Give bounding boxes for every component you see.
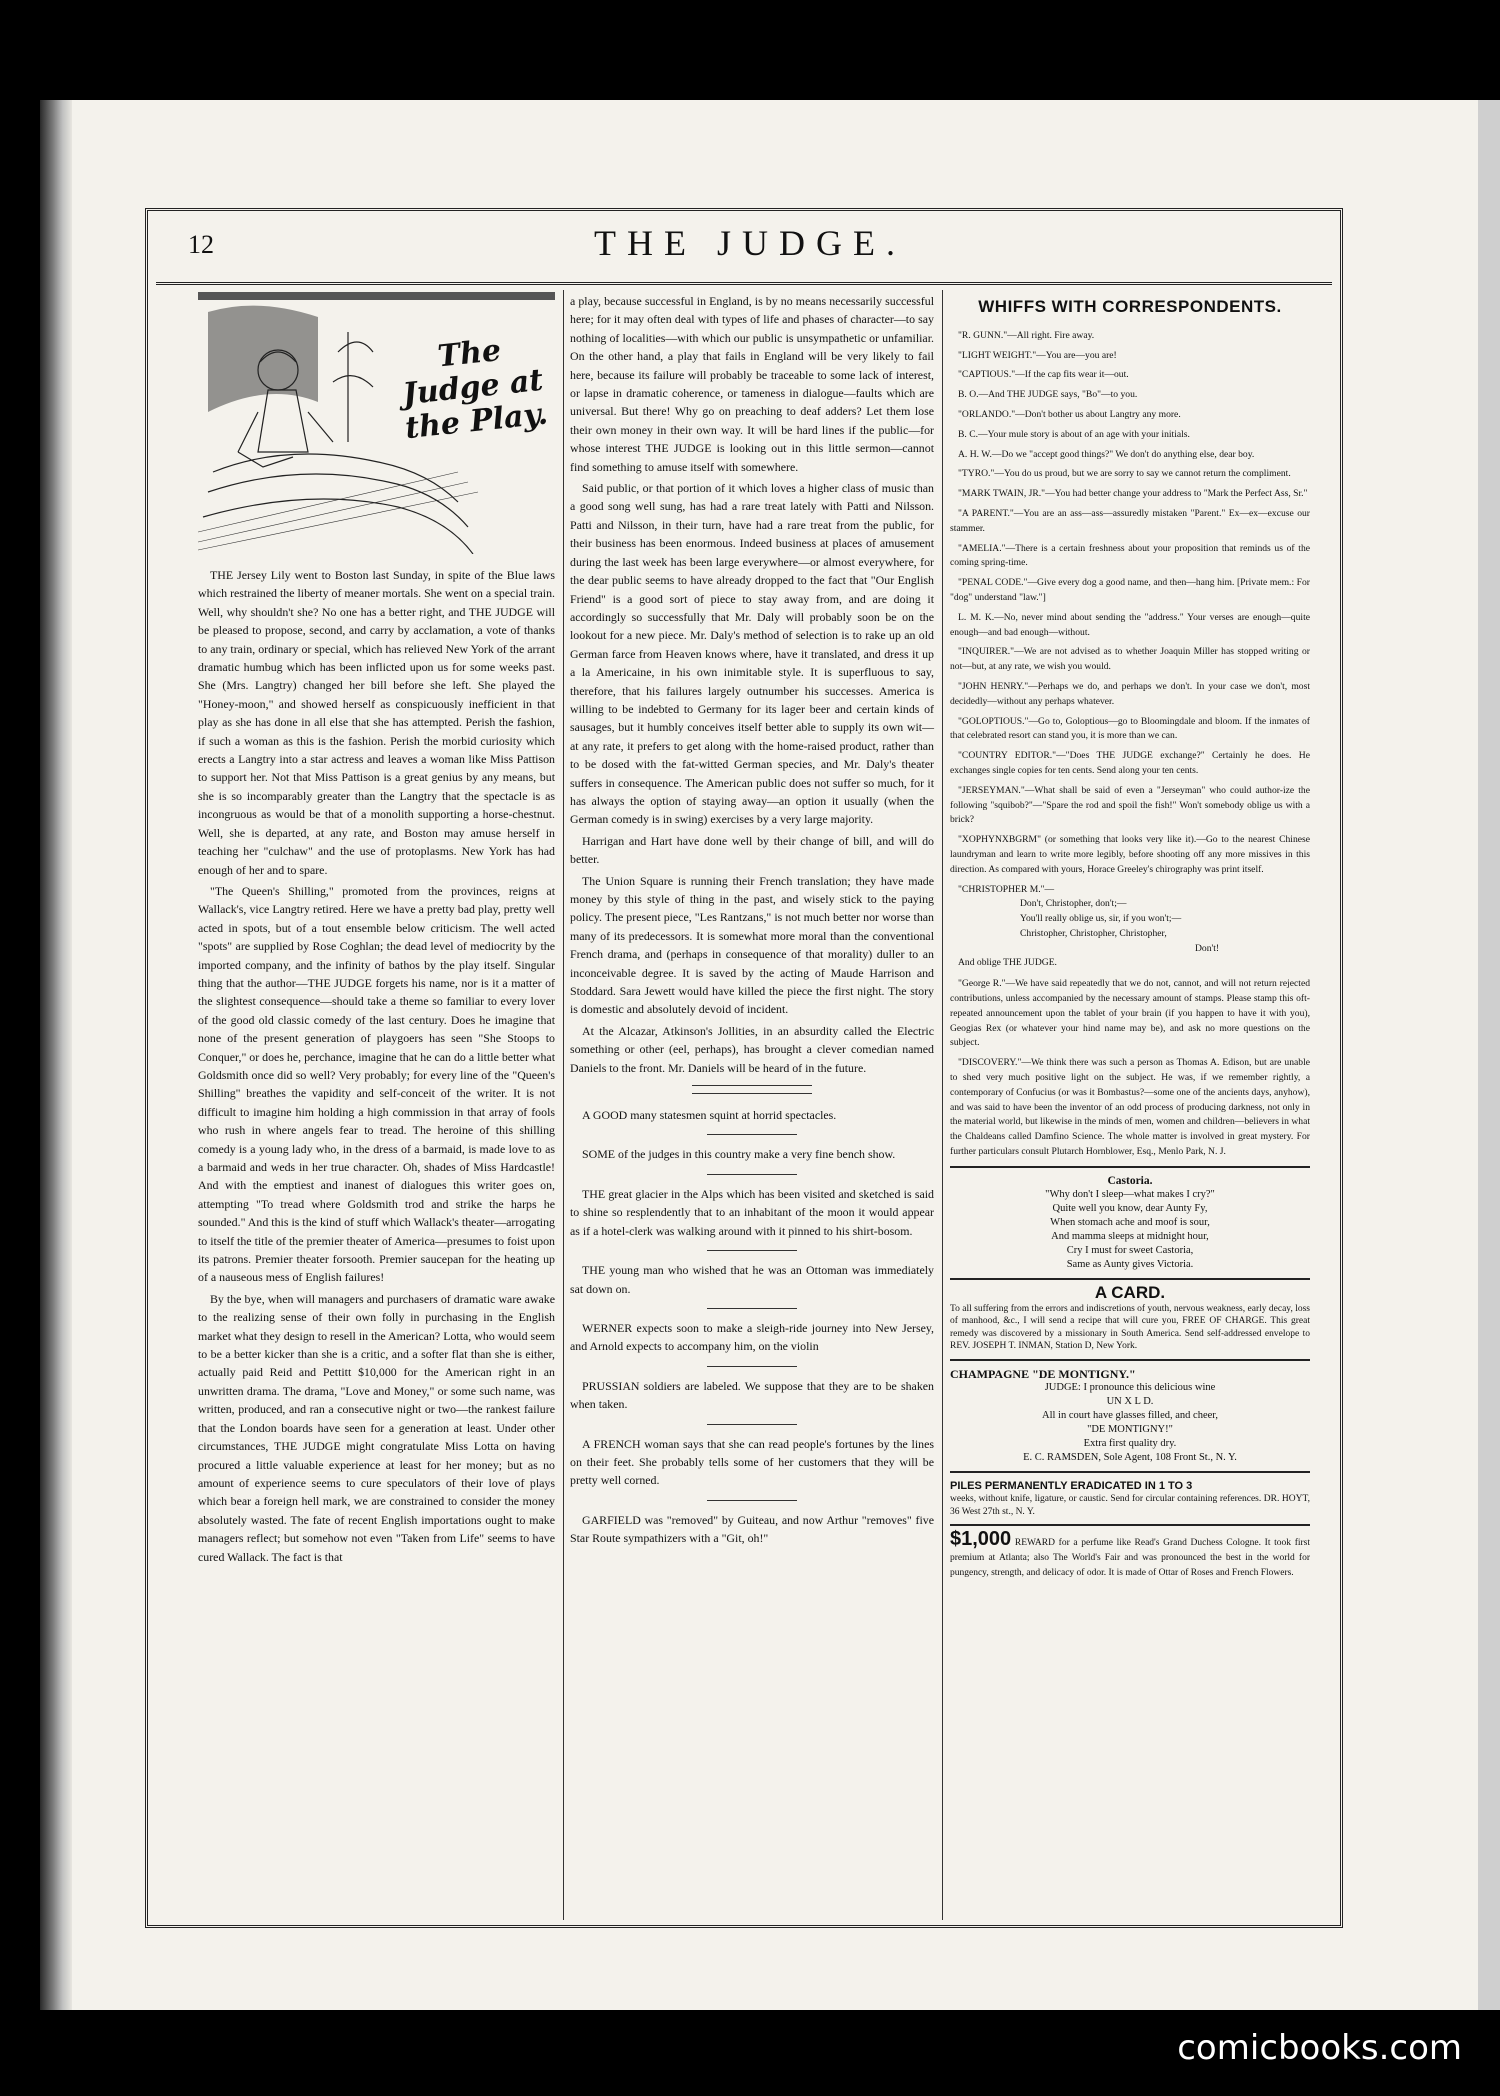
ad-rule [950,1359,1310,1361]
correspondent-reply: B. O.—And THE JUDGE says, "Bo"—to you. [958,389,1138,401]
ad-line: JUDGE: I pronounce this delicious wine [1044,1381,1216,1393]
correspondent-reply: "LIGHT WEIGHT."—You are—you are! [958,349,1117,361]
squib-separator [707,1500,797,1501]
page-edge [1478,100,1500,2010]
correspondent-reply: "R. GUNN."—All right. Fire away. [958,329,1095,341]
card-title: A CARD. [1094,1282,1166,1302]
champagne-ad [950,1367,1310,1465]
ad-line: Cry I must for sweet Castoria, [1066,1244,1194,1256]
card-text: To all suffering from the errors and indiscretions of youth, nervous weakness, early decay, loss of manhood, &c., I will send a recipe that will cure you, FREE OF CHARGE. This great remedy was discovered by a missionary in South America. Send self-addressed envelope to REV. JOSEPH T. INMAN, Station D, New York. [950,1303,1310,1352]
article-paragraph: By the bye, when will managers and purchasers of dramatic ware awake to the realizing sense of their own folly in purchasing in the English market what they design to resell in the American? Lotta, who would seem to be a better kicker than she is a critic, and a softer flat than she is either, actually paid Reid and Pettitt $10,000 for the American right in an unwritten drama. The drama, "Love and Money," or some such name, was written, produced, and ran a consecutive night or two—the rankest failure that the London boards have seen for a generation at least. Under other circumstances, THE JUDGE might congratulate Miss Lotta on having procured a little valuable experience at least for her money; but as no amount of experience seems to cure speculators of their love of plays which bear a foreign hell mark, we are constrained to consider the money absolutely wasted. The fate of recent English importations ought to make managers reflect; but somehow not even "Taken from Life" seems to have cured Wallack. The fact is that [198,1291,555,1564]
article-paragraph: THE Jersey Lily went to Boston last Sunday, in spite of the Blue laws which restrained the liberty of meaner mortals. She went on a special train. Well, why shouldn't she? No one has a better right, and THE JUDGE will be pleased to propose, second, and carry by acclamation, a vote of thanks to any train, ordinary or special, which has relieved New York of the arrant dramatic humbug which has been inflicted upon us for some weeks past. She (Mrs. Langtry) changed her bill before she left. She played the "Honey-moon," and showed herself as conspicuously inefficient in that play as she has done in all else that she has attempted. Perish the fashion, if such a woman as this is the fashion. Perish the morbid curiosity which erects a Langtry into a star actress and leaves a woman like Miss Pattison to support her. Not that Miss Pattison is a great genius by any means, but she is so incomparably greater than the Langtry that the spectacle is as incongruous as would be that of a monolith supporting a horse-chestnut. Well, she is departed, at any rate, and Boston may amuse herself in teaching her "culchaw" and the use of protoplasms. New York has had enough of her and to spare. [198,568,555,877]
squib-paragraph: THE great glacier in the Alps which has been visited and sketched is said to shine so resplendently that to an inhabitant of the moon it would appear as if a hotel-clerk was walking around with it pinned to his shirt-bosom. [570,1186,934,1238]
squib-paragraph: WERNER expects soon to make a sleigh-ride journey into New Jersey, and Arnold expects to accompany him, on the violin [570,1320,934,1354]
squib-paragraph: GARFIELD was "removed" by Guiteau, and now Arthur "removes" five Star Route sympathizers with a "Git, oh!" [570,1512,934,1546]
column-3 [950,292,1310,1581]
ad-rule [950,1278,1310,1280]
correspondent-reply: "TYRO."—You do us proud, but we are sorry to say we cannot return the compliment. [958,468,1291,480]
correspondent-reply: L. M. K.—No, never mind about sending the "address." Your verses are enough—quite enough—and bad enough—without. [950,611,1310,638]
column-1 [198,292,555,1569]
column-2 [570,292,934,1551]
correspondents-heading: WHIFFS WITH CORRESPONDENTS. [978,297,1282,316]
page-number: 12 [188,230,214,259]
squib-paragraph: SOME of the judges in this country make a very fine bench show. [582,1147,896,1162]
correspondent-reply: "CAPTIOUS."—If the cap fits wear it—out. [958,369,1129,381]
squib-paragraph: A GOOD many statesmen squint at horrid spectacles. [582,1108,837,1123]
castoria-title: Castoria. [1107,1174,1153,1187]
ad-line: All in court have glasses filled, and cheer, [1042,1409,1218,1421]
site-watermark: comicbooks.com [1177,2028,1462,2068]
article-paragraph: Said public, or that portion of it which loves a higher class of music than a good song well sung, has had a rare treat lately with Patti and Nilsson. Patti and Nilsson, in their turn, have had a rare treat from the public, for their business has been enormous. Indeed business at places of amusement during the last week has been large everywhere—or almost everywhere, for the dear public seems to have already dropped to the fact that "Our English Friend" is a good sort of piece to stay away from, and are doing it accordingly so successfully that Mr. Daly will probably soon be on the lookout for a new piece. Mr. Daly's method of selection is to rake up an old German farce from Heaven knows where, have it translated, and dress it up a la Americaine, in his own inimitable style. It is superfluous to say, therefore, that his failures largely outnumber his successes. America is willing to be indebted to Germany for its lager beer and certain kinds of sausages, but it humbly conceives itself better able to supply its own wit—at any rate, it prefers to get along with the home-raised product, rather than to be dosed with the fat-witted German species, and Mr. Daly's theater suffers in consequence. The American public does not suffer so much, for it has always the option of staying away—an option it usually (when the German comedy is in swing) exercises by a very large majority. [570,481,934,827]
christopher-verse [950,883,1310,972]
verse-line: And oblige THE JUDGE. [958,957,1057,969]
verse-line: Don't! [1195,942,1220,954]
ad-line: When stomach ache and moof is sour, [1050,1216,1210,1228]
ad-rule [950,1524,1310,1526]
section-double-rule [692,1085,812,1094]
squib-separator [707,1174,797,1175]
correspondent-reply: B. C.—Your mule story is about of an age with your initials. [958,428,1190,440]
correspondent-reply: "JOHN HENRY."—Perhaps we do, and perhaps we don't. In your case we don't, most decidedly—without any perhaps whatever. [950,680,1310,707]
ad-line: E. C. RAMSDEN, Sole Agent, 108 Front St., N. Y. [1023,1451,1237,1463]
verse-line: Christopher, Christopher, Christopher, [1020,927,1167,939]
ad-line: "DE MONTIGNY!" [1087,1423,1173,1435]
squib-paragraph: PRUSSIAN soldiers are labeled. We suppose that they are to be shaken when taken. [570,1378,934,1412]
correspondent-reply: "XOPHYNXBGRM" (or something that looks very like it).—Go to the nearest Chinese laundryman and learn to write more legibly, before shooting off any more missives in this direction. As compared with yours, Horace Greeley's chirography was print itself. [950,834,1310,875]
correspondent-reply: "A PARENT."—You are an ass—ass—assuredly mistaken "Parent." Ex—ex—excuse our stammer. [950,507,1310,534]
article-paragraph: a play, because successful in England, is by no means necessarily successful here; for it may often deal with types of life and phases of character—to say nothing of localities—with which our public is unsympathetic or unfamiliar. On the other hand, a play that fails in England will be very likely to fail here, because its failure will probably be traceable to some lack of interest, or lapse in dramatic coherence, or tameness in dialogue—faults which are universal. But there! Why go on preaching to deaf adders? Let them lose their own money in their own way. It will be hard lines if the public—for whose interest THE JUDGE is looking out in this little sermon—cannot find something to amuse itself with somewhere. [570,294,934,474]
correspondent-reply: A. H. W.—Do we "accept good things?" We don't do anything else, dear boy. [958,448,1255,460]
verse-line: Don't, Christopher, don't;— [1020,898,1127,910]
piles-ad [950,1479,1310,1519]
castoria-ad [950,1174,1310,1272]
article-paragraph: Harrigan and Hart have done well by their change of bill, and will do better. [570,833,934,867]
judge-at-play-illustration [198,292,555,554]
article-paragraph: "The Queen's Shilling," promoted from the provinces, reigns at Wallack's, vice Langtry retired. Here we have a pretty bad play, pretty well acted in spots, but of a tout ensemble below criticism. The well acted "spots" are supplied by Rose Coghlan; the dead level of mediocrity by the imported company, and the infinity of bathos by the play itself. Singular thing that the author—THE JUDGE forgets his name, nor is it a matter of the slightest consequence—should take a theme so familiar to every lover of the good old classic comedy of the last century. Does he imagine that none of the present generation of playgoers has seen "She Stoops to Conquer," or does he, perchance, imagine that he can do a little better what Goldsmith once did so well? Very probably; for every line of the "Queen's Shilling" breathes the vapidity and self-conceit of the writer. It is not difficult to imagine him holding a high commission in that array of fools who rush in where angels fear to tread. The heroine of this shilling comedy is a young lady who, in the dress of a barmaid, is made love to as a barmaid and weds in her true character. Oh, shades of Miss Hardcastle! And with the emptiest and inanest of dialogues this writer goes on, attempting "To tread where Goldsmith trod and strike the harps he sounded." And this is the kind of stuff which Wallack's theater—arrogating to itself the title of the premier theater of America—presumes to foist upon its patrons. Premier theater forsooth. Premier saucepan for the heating up of a nauseous mess of English failures! [198,883,555,1285]
column-divider [563,290,564,1920]
ad-line: Extra first quality dry. [1083,1437,1177,1449]
correspondent-reply: "JERSEYMAN."—What shall be said of even a "Jerseyman" who could author-ize the following "squibob?"—"Spare the rod and spoil the fish!" Won't somebody oblige us with a brick? [950,784,1310,826]
article-paragraph: At the Alcazar, Atkinson's Jollities, in an absurdity called the Electric something or other (eel, perhaps), has brought a clever comedian named Daniels to the front. Mr. Daniels will be heard of in the future. [570,1023,934,1075]
ad-line: Quite well you know, dear Aunty Fy, [1052,1202,1208,1214]
column-divider [942,290,943,1920]
squib-separator [707,1308,797,1309]
correspondent-reply: "MARK TWAIN, JR."—You had better change your address to "Mark the Perfect Ass, Sr." [958,488,1308,500]
correspondent-reply: "PENAL CODE."—Give every dog a good name, and then—hang him. [Private mem.: For "dog" understand "law."] [950,577,1310,603]
correspondent-reply: "GOLOPTIOUS."—Go to, Goloptious—go to Bloomingdale and bloom. If the inmates of that celebrated resort can stand you, it is more than we can. [950,715,1310,742]
squib-separator [707,1250,797,1251]
card-ad [950,1282,1310,1353]
reward-amount: $1,000 [950,1528,1012,1551]
correspondent-reply: "INQUIRER."—We are not advised as to whether Joaquin Miller has stopped writing or not—but, at any rate, we wish you would. [950,646,1310,673]
illustration-caption: The Judge at the Play. [401,333,550,447]
correspondent-reply: "AMELIA."—There is a certain freshness about your proposition that reminds us of the coming spring-time. [950,542,1310,569]
ad-line: UN X L D. [1106,1395,1154,1407]
verse-line: "CHRISTOPHER M."— [958,883,1055,895]
masthead-title: THE JUDGE. [594,223,906,263]
reward-text: REWARD for a perfume like Read's Grand Duchess Cologne. It took first premium at Atlanta; also The World's Fair and was pronounced the best in the world for pungency, strength, and delicacy of odor. It is made of Ottar of Roses and French Flowers. [950,1538,1310,1579]
champagne-title: CHAMPAGNE "DE MONTIGNY." [950,1366,1136,1381]
piles-title: PILES PERMANENTLY ERADICATED IN 1 TO 3 [950,1479,1193,1492]
page-binding-shadow [40,100,72,2010]
ad-rule [950,1471,1310,1473]
masthead-rule [156,282,1332,285]
ad-line: "Why don't I sleep—what makes I cry?" [1045,1188,1215,1200]
correspondent-reply: "COUNTRY EDITOR."—"Does THE JUDGE exchange?" Certainly he does. He exchanges single copies for ten cents. Send along your ten cents. [950,750,1310,776]
squib-separator [707,1366,797,1367]
verse-line: You'll really oblige us, sir, if you won't;— [1020,913,1182,925]
squib-paragraph: THE young man who wished that he was an Ottoman was immediately sat down on. [570,1263,934,1296]
squib-separator [707,1134,797,1135]
ad-rule [950,1166,1310,1168]
ad-line: And mamma sleeps at midnight hour, [1051,1230,1209,1242]
article-paragraph: The Union Square is running their French translation; they have made money by this style of thing in the past, and wisely stick to the paying policy. The present piece, "Les Rantzans," is not much better nor worse than many of its predecessors. It is somewhat more moral than the conventional French drama, and (perhaps in consequence of that morality) duller to an inconceivable degree. It is saved by the acting of Maude Harrison and Stoddard. Sara Jewett would have killed the piece the first night. The story is domestic and absolutely devoid of incident. [570,873,934,1017]
squib-paragraph: A FRENCH woman says that she can read people's fortunes by the lines on their feet. She probably tells some of her customers that they will be pretty well corned. [570,1436,934,1488]
reward-ad [950,1528,1310,1580]
piles-text: weeks, without knife, ligature, or caustic. Send for circular containing references. DR. HOYT, 36 West 27th st., N. Y. [950,1494,1310,1517]
ad-line: Same as Aunty gives Victoria. [1066,1258,1194,1270]
squib-separator [707,1424,797,1425]
correspondent-reply: "George R."—We have said repeatedly that we do not, cannot, and will not return rejected contributions, unless accompanied by the necessary amount of stamps. Please stamp this oft-repeated announcement upon the tablet of your brain (if you happen to have it with you), Geogias Rex (or whatever your hind name may be), and ask no more questions on the subject. [950,978,1310,1049]
correspondent-reply: "DISCOVERY."—We think there was such a person as Thomas A. Edison, but are unable to shed very much positive light on the subject. He was, if we remember rightly, a contemporary of Confucius (or was it Bombastus?—some one of the ancients days, anyhow), and was said to have been the inventor of an odd process of producing darkness, not only in the material world, but likewise in the minds of men, women and children—believers in what the Chaldeans called Damfino Science. The whole matter is involved in great mystery. For further particulars consult Plutarch Hornblower, Esq., Menlo Park, N. J. [950,1057,1310,1158]
correspondent-reply: "ORLANDO."—Don't bother us about Langtry any more. [958,408,1181,420]
